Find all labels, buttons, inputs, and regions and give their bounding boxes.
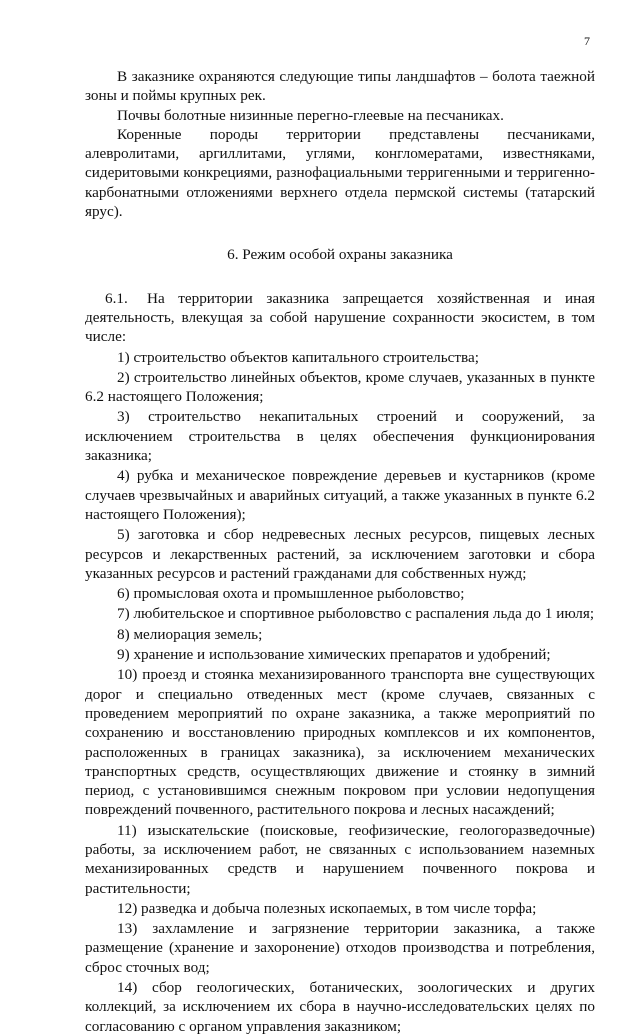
list-item: 1) строительство объектов капитального строительства; (117, 348, 479, 366)
list-item: 14) сбор геологических, ботанических, зоологических и других коллекций, за исключением их сбора в научно-исследовательских целях по согласованию с органом управления заказником; (85, 979, 595, 1035)
intro-paragraph-landscapes: В заказнике охраняются следующие типы ландшафтов – болота таежной зоны и поймы крупных рек. (85, 68, 595, 105)
clause-number: 6.1. (105, 289, 128, 307)
list-item: 2) строительство линейных объектов, кроме случаев, указанных в пункте 6.2 настоящего Положения; (85, 368, 595, 406)
clause-6-1 (85, 289, 595, 347)
list-item: 13) захламление и загрязнение территории заказника, а также размещение (хранение и захоронение) отходов производства и потребления, сброс сточных вод; (85, 920, 595, 976)
list-item: 4) рубка и механическое повреждение деревьев и кустарников (кроме случаев чрезвычайных и аварийных ситуаций, а также указанных в пункте 6.2 настоящего Положения); (85, 467, 595, 523)
intro-paragraph-soils: Почвы болотные низинные перегно-глеевые на песчаниках. (117, 106, 504, 124)
intro-paragraph-bedrock: Коренные породы территории представлены песчаниками, алевролитами, аргиллитами, углями, конгломератами, известняками, сидеритовыми конкрециями, разнофациальными терригенными и терригенно-карбонатными отложениями верхнего отдела пермской системы (татарский ярус). (85, 125, 595, 221)
list-item: 12) разведка и добыча полезных ископаемых, в том числе торфа; (117, 899, 537, 917)
list-item: 3) строительство некапитальных строений и сооружений, за исключением строительства в целях обеспечения функционирования заказника; (85, 408, 595, 465)
page-number: 7 (584, 34, 590, 48)
list-item: 9) хранение и использование химических препаратов и удобрений; (117, 646, 551, 664)
list-item: 11) изыскательские (поисковые, геофизические, геологоразведочные) работы, за исключением работ, не связанных с использованием наземных механизированных средств и нарушением почвенного покрова и растительности; (85, 821, 595, 897)
list-item: 6) промысловая охота и промышленное рыболовство; (117, 585, 465, 603)
list-item: 5) заготовка и сбор недревесных лесных ресурсов, пищевых лесных ресурсов и лекарственных растений, за исключением заготовки и сбора указанных ресурсов и растений гражданами для собственных нужд; (85, 526, 595, 582)
document-body (85, 67, 595, 1036)
section-heading: 6. Режим особой охраны заказника (227, 246, 453, 264)
clause-text: На территории заказника запрещается хозяйственная и иная деятельность, влекущая за собой нарушение сохранности экосистем, в том числе: (85, 289, 595, 346)
list-item: 8) мелиорация земель; (117, 625, 263, 643)
list-item: 10) проезд и стоянка механизированного транспорта вне существующих дорог и специально отведенных мест (кроме случаев, связанных с проведением мероприятий по охране заказника, а также мероприятий по сохранению и восстановлению природных комплексов и их компонентов, расположенных в границах заказника), за исключением механических транспортных средств, осуществляющих движение и стоянку в зимний период, с установившимся снежным покровом при условии недопущения повреждений почвенного, растительного покрова и лесных насаждений; (85, 666, 595, 819)
list-item: 7) любительское и спортивное рыболовство с распаления льда до 1 июля; (117, 605, 595, 623)
